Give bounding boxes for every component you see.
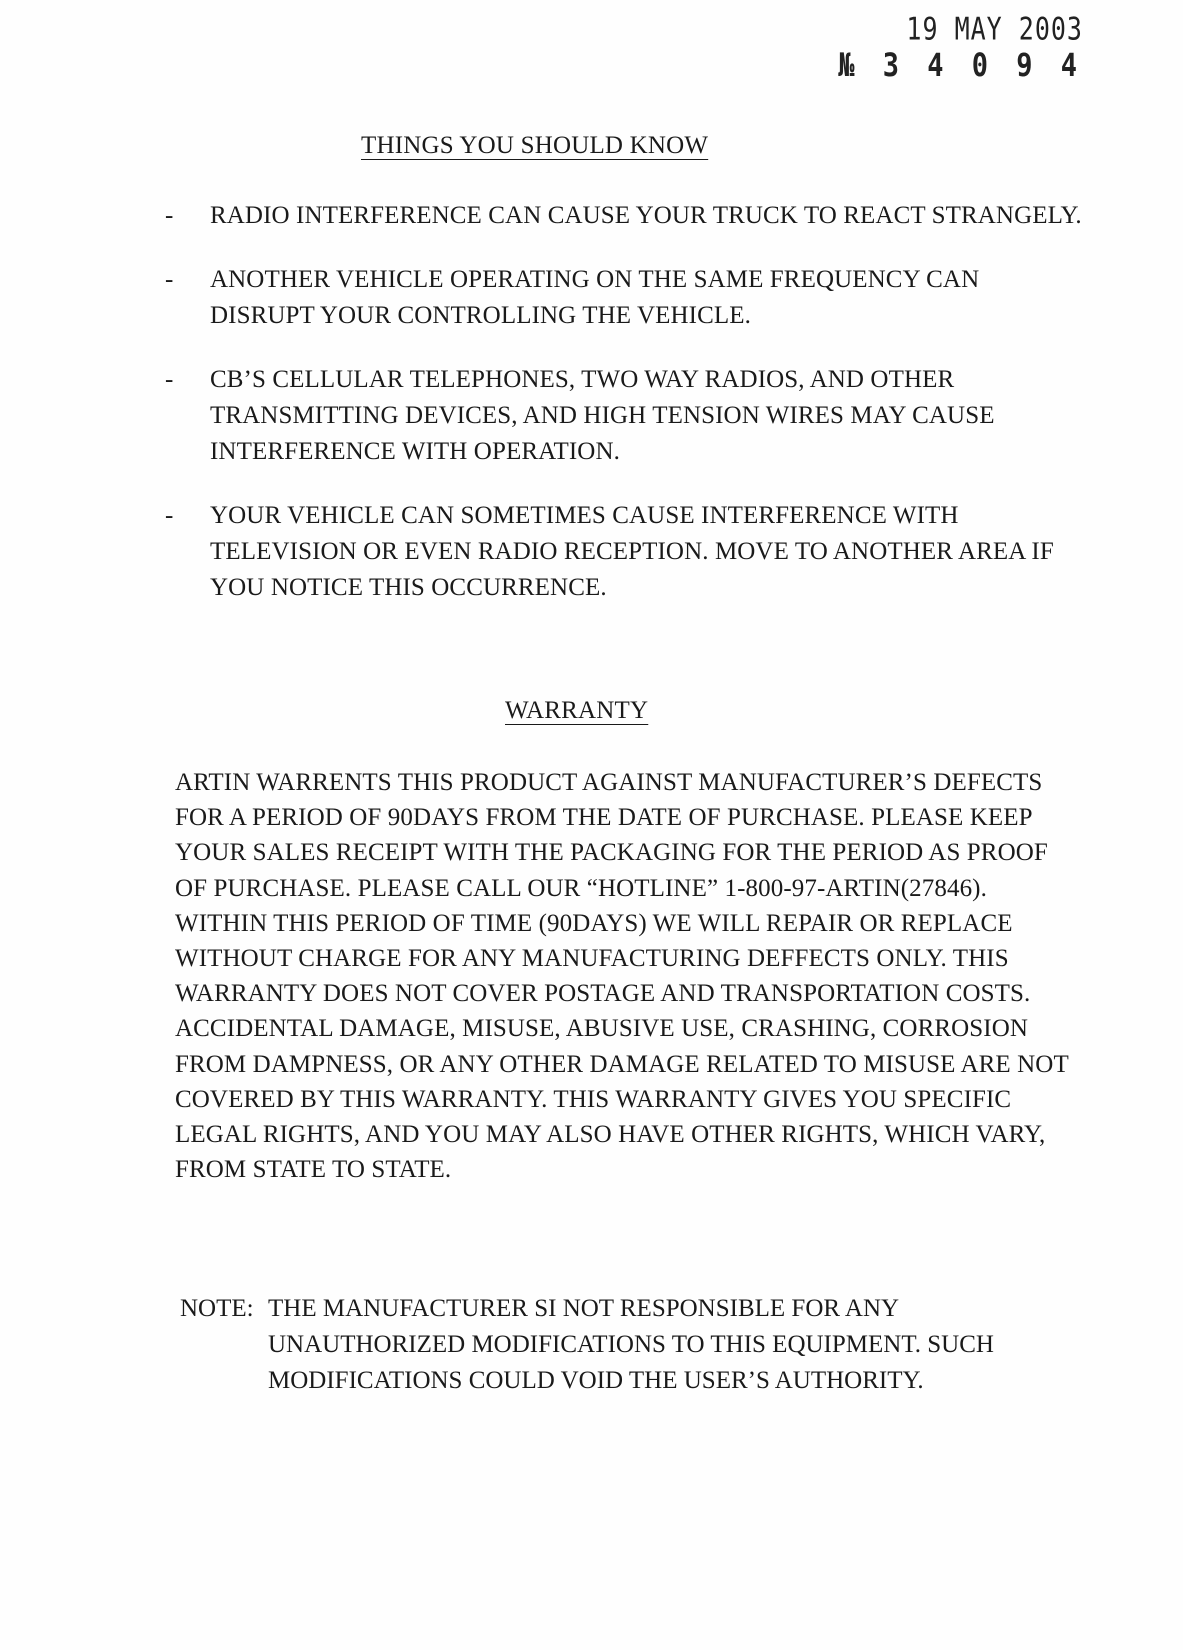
list-item: [165, 498, 1085, 606]
stamp-number: № 3 4 0 9 4: [838, 46, 1083, 84]
bullet-text: RADIO INTERFERENCE CAN CAUSE YOUR TRUCK TO REACT STRANGELY.: [210, 202, 1082, 229]
list-item: [165, 262, 1085, 334]
stamp-date: 19 MAY 2003: [906, 10, 1083, 47]
bullet-text: CB’S CELLULAR TELEPHONES, TWO WAY RADIOS, AND OTHER TRANSMITTING DEVICES, AND HIGH TENSION WIRES MAY CAUSE INTERFERENCE WITH OPERATION.: [210, 366, 995, 465]
list-item: [165, 362, 1085, 470]
things-heading: THINGS YOU SHOULD KNOW: [361, 132, 709, 159]
bullet-text: YOUR VEHICLE CAN SOMETIMES CAUSE INTERFERENCE WITH TELEVISION OR EVEN RADIO RECEPTION. MOVE TO ANOTHER AREA IF YOU NOTICE THIS OCCURRENCE.: [210, 502, 1054, 601]
bullet-dash: -: [165, 366, 174, 393]
note-block: [180, 1291, 1060, 1399]
bullet-dash: -: [165, 202, 174, 229]
note-text: THE MANUFACTURER SI NOT RESPONSIBLE FOR ANY UNAUTHORIZED MODIFICATIONS TO THIS EQUIPMENT. SUCH MODIFICATIONS COULD VOID THE USER’S AUTHORITY.: [268, 1295, 994, 1394]
things-list: [165, 198, 1085, 634]
warranty-heading: WARRANTY: [505, 697, 649, 724]
bullet-dash: -: [165, 502, 174, 529]
bullet-dash: -: [165, 266, 174, 293]
received-stamp: [838, 10, 1083, 84]
warranty-body: ARTIN WARRENTS THIS PRODUCT AGAINST MANUFACTURER’S DEFECTS FOR A PERIOD OF 90DAYS FROM THE DATE OF PURCHASE. PLEASE KEEP YOUR SALES RECEIPT WITH THE PACKAGING FOR THE PERIOD AS PROOF OF PURCHASE. PLEASE CALL OUR “HOTLINE” 1-800-97-ARTIN(27846). WITHIN THIS PERIOD OF TIME (90DAYS) WE WILL REPAIR OR REPLACE WITHOUT CHARGE FOR ANY MANUFACTURING DEFFECTS ONLY. THIS WARRANTY DOES NOT COVER POSTAGE AND TRANSPORTATION COSTS. ACCIDENTAL DAMAGE, MISUSE, ABUSIVE USE, CRASHING, CORROSION FROM DAMPNESS, OR ANY OTHER DAMAGE RELATED TO MISUSE ARE NOT COVERED BY THIS WARRANTY. THIS WARRANTY GIVES YOU SPECIFIC LEGAL RIGHTS, AND YOU MAY ALSO HAVE OTHER RIGHTS, WHICH VARY, FROM STATE TO STATE.: [175, 769, 1069, 1184]
bullet-text: ANOTHER VEHICLE OPERATING ON THE SAME FREQUENCY CAN DISRUPT YOUR CONTROLLING THE VEHICLE.: [210, 266, 980, 329]
list-item: [165, 198, 1085, 234]
note-label: NOTE:: [180, 1295, 254, 1322]
